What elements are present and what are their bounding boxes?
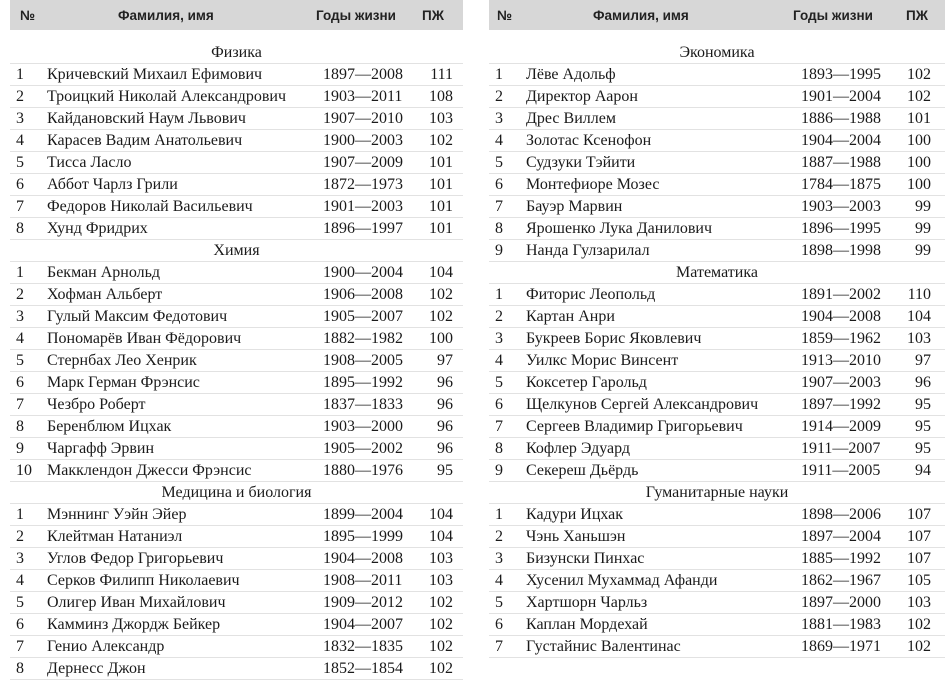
row-lifespan: 104 <box>907 308 931 325</box>
table-row <box>489 439 945 460</box>
row-number: 3 <box>16 550 24 567</box>
table-row <box>489 241 945 262</box>
table-row <box>10 593 463 614</box>
row-years: 1901—2004 <box>801 88 881 105</box>
table-row <box>10 219 463 240</box>
row-name: Пономарёв Иван Фёдорович <box>47 330 242 347</box>
row-lifespan: 94 <box>915 462 931 479</box>
row-name: Кричевский Михаил Ефимович <box>47 66 263 83</box>
table-row <box>489 395 945 416</box>
row-number: 7 <box>495 418 503 435</box>
row-years: 1897—2000 <box>801 594 881 611</box>
table-row <box>489 593 945 614</box>
table-row <box>489 615 945 636</box>
row-name: Бауэр Марвин <box>526 198 623 215</box>
row-lifespan: 111 <box>430 66 453 83</box>
row-years: 1895—1992 <box>323 374 403 391</box>
row-lifespan: 99 <box>915 198 931 215</box>
row-lifespan: 101 <box>429 154 453 171</box>
table-row <box>10 395 463 416</box>
table-row <box>10 175 463 196</box>
section-title: Экономика <box>489 43 945 64</box>
row-number: 5 <box>16 154 24 171</box>
table-row <box>10 549 463 570</box>
row-number: 9 <box>495 242 503 259</box>
row-lifespan: 103 <box>429 550 453 567</box>
row-lifespan: 96 <box>437 440 453 457</box>
row-name: Марк Герман Фрэнсис <box>47 374 200 391</box>
table-row <box>489 527 945 548</box>
row-years: 1886—1988 <box>801 110 881 127</box>
row-years: 1905—2002 <box>323 440 403 457</box>
row-years: 1909—2012 <box>323 594 403 611</box>
row-lifespan: 96 <box>915 374 931 391</box>
table-row <box>489 109 945 130</box>
row-years: 1903—2000 <box>323 418 403 435</box>
row-lifespan: 97 <box>437 352 453 369</box>
row-years: 1914—2009 <box>801 418 881 435</box>
row-years: 1885—1992 <box>801 550 881 567</box>
row-number: 6 <box>495 616 503 633</box>
row-years: 1862—1967 <box>801 572 881 589</box>
table-row <box>489 373 945 394</box>
row-number: 4 <box>16 572 24 589</box>
row-years: 1880—1976 <box>323 462 403 479</box>
row-name: Кофлер Эдуард <box>526 440 631 457</box>
section-title: Физика <box>10 43 463 64</box>
row-number: 1 <box>16 506 24 523</box>
table-row <box>489 571 945 592</box>
section-title: Химия <box>10 241 463 262</box>
table-header <box>489 0 945 30</box>
row-number: 4 <box>495 352 503 369</box>
row-number: 6 <box>16 374 24 391</box>
row-number: 2 <box>495 88 503 105</box>
row-name: Стернбах Лео Хенрик <box>47 352 197 369</box>
row-name: Щелкунов Сергей Александрович <box>526 396 759 413</box>
row-lifespan: 95 <box>915 396 931 413</box>
row-lifespan: 101 <box>429 198 453 215</box>
row-name: Золотас Ксенофон <box>526 132 652 149</box>
row-years: 1893—1995 <box>801 66 881 83</box>
row-name: Уилкс Морис Винсент <box>526 352 679 369</box>
row-lifespan: 99 <box>915 220 931 237</box>
row-name: Тисса Ласло <box>47 154 132 171</box>
table-row <box>10 329 463 350</box>
row-name: Монтефиоре Мозес <box>526 176 660 193</box>
table-row <box>10 65 463 86</box>
row-lifespan: 101 <box>429 176 453 193</box>
row-name: Бекман Арнольд <box>47 264 161 281</box>
row-name: Чезбро Роберт <box>47 396 146 413</box>
row-years: 1906—2008 <box>323 286 403 303</box>
row-number: 2 <box>495 528 503 545</box>
section-title: Медицина и биология <box>10 483 463 504</box>
row-number: 7 <box>495 198 503 215</box>
row-years: 1784—1875 <box>801 176 881 193</box>
row-years: 1852—1854 <box>323 660 403 677</box>
row-years: 1895—1999 <box>323 528 403 545</box>
section-title: Гуманитарные науки <box>489 483 945 504</box>
row-lifespan: 105 <box>907 572 931 589</box>
row-years: 1904—2004 <box>801 132 881 149</box>
row-years: 1887—1988 <box>801 154 881 171</box>
row-number: 4 <box>495 572 503 589</box>
row-lifespan: 100 <box>907 132 931 149</box>
row-years: 1896—1995 <box>801 220 881 237</box>
row-name: Хусенил Мухаммад Афанди <box>526 572 718 589</box>
table-row <box>489 417 945 438</box>
table-body <box>10 43 463 680</box>
row-years: 1903—2003 <box>801 198 881 215</box>
row-number: 5 <box>495 154 503 171</box>
row-number: 5 <box>495 374 503 391</box>
row-years: 1908—2005 <box>323 352 403 369</box>
row-name: Картан Анри <box>526 308 615 325</box>
table-row <box>489 197 945 218</box>
row-lifespan: 95 <box>437 462 453 479</box>
row-lifespan: 103 <box>429 572 453 589</box>
row-years: 1897—1992 <box>801 396 881 413</box>
table-body <box>489 43 945 658</box>
row-years: 1896—1997 <box>323 220 403 237</box>
row-lifespan: 104 <box>429 264 453 281</box>
table-row <box>10 505 463 526</box>
header-name: Фамилия, имя <box>118 8 214 23</box>
row-lifespan: 95 <box>915 440 931 457</box>
row-number: 9 <box>16 440 24 457</box>
row-name: Кайдановский Наум Львович <box>47 110 246 127</box>
table-row <box>10 373 463 394</box>
row-years: 1900—2003 <box>323 132 403 149</box>
row-lifespan: 100 <box>907 154 931 171</box>
table-row <box>10 307 463 328</box>
row-number: 4 <box>16 132 24 149</box>
row-lifespan: 99 <box>915 242 931 259</box>
row-lifespan: 95 <box>915 418 931 435</box>
row-years: 1837—1833 <box>323 396 403 413</box>
row-lifespan: 102 <box>429 132 453 149</box>
table-row <box>489 307 945 328</box>
table-row <box>10 351 463 372</box>
row-years: 1908—2011 <box>323 572 403 589</box>
row-number: 4 <box>495 132 503 149</box>
row-number: 6 <box>495 176 503 193</box>
row-name: Хофман Альберт <box>47 286 163 303</box>
row-lifespan: 107 <box>907 528 931 545</box>
table-row <box>10 197 463 218</box>
row-lifespan: 96 <box>437 374 453 391</box>
header-years: Годы жизни <box>793 8 873 23</box>
row-years: 1891—2002 <box>801 286 881 303</box>
row-name: Клейтман Натаниэл <box>47 528 183 545</box>
table-row <box>10 131 463 152</box>
row-years: 1911—2005 <box>801 462 881 479</box>
table-row <box>10 417 463 438</box>
row-name: Ярошенко Лука Данилович <box>526 220 712 237</box>
row-lifespan: 108 <box>429 88 453 105</box>
row-years: 1904—2007 <box>323 616 403 633</box>
row-name: Макклендон Джесси Фрэнсис <box>47 462 252 479</box>
table-row <box>10 571 463 592</box>
row-name: Букреев Борис Яковлевич <box>526 330 702 347</box>
row-number: 3 <box>495 550 503 567</box>
table-row <box>10 109 463 130</box>
row-lifespan: 100 <box>429 330 453 347</box>
row-number: 3 <box>495 110 503 127</box>
header-number: № <box>497 8 513 23</box>
row-name: Директор Аарон <box>526 88 638 105</box>
row-number: 3 <box>16 308 24 325</box>
row-years: 1907—2010 <box>323 110 403 127</box>
row-number: 7 <box>495 638 503 655</box>
row-years: 1907—2003 <box>801 374 881 391</box>
row-number: 7 <box>16 638 24 655</box>
row-number: 1 <box>495 66 503 83</box>
row-lifespan: 104 <box>429 528 453 545</box>
row-number: 8 <box>16 220 24 237</box>
row-years: 1897—2008 <box>323 66 403 83</box>
row-lifespan: 102 <box>907 616 931 633</box>
row-lifespan: 102 <box>429 594 453 611</box>
row-name: Хунд Фридрих <box>47 220 148 237</box>
row-years: 1900—2004 <box>323 264 403 281</box>
table-row <box>489 637 945 658</box>
row-lifespan: 107 <box>907 506 931 523</box>
row-lifespan: 96 <box>437 418 453 435</box>
row-name: Нанда Гулзарилал <box>526 242 650 259</box>
row-number: 1 <box>495 286 503 303</box>
row-name: Углов Федор Григорьевич <box>47 550 224 567</box>
table-row <box>10 263 463 284</box>
table-row <box>489 175 945 196</box>
row-years: 1832—1835 <box>323 638 403 655</box>
table-row <box>489 351 945 372</box>
table-row <box>489 329 945 350</box>
row-number: 9 <box>495 462 503 479</box>
row-number: 8 <box>16 418 24 435</box>
table-row <box>489 549 945 570</box>
row-lifespan: 103 <box>429 110 453 127</box>
table-row <box>489 285 945 306</box>
row-number: 8 <box>495 440 503 457</box>
row-name: Аббот Чарлз Грили <box>47 176 178 193</box>
row-lifespan: 103 <box>907 594 931 611</box>
row-number: 3 <box>16 110 24 127</box>
header-number: № <box>20 8 36 23</box>
row-number: 4 <box>16 330 24 347</box>
row-lifespan: 97 <box>915 352 931 369</box>
row-lifespan: 110 <box>907 286 931 303</box>
row-number: 8 <box>16 660 24 677</box>
header-lifespan: ПЖ <box>422 8 444 23</box>
left-table <box>10 0 463 680</box>
table-row <box>489 505 945 526</box>
table-row <box>10 461 463 482</box>
row-number: 7 <box>16 396 24 413</box>
row-years: 1905—2007 <box>323 308 403 325</box>
row-lifespan: 103 <box>907 330 931 347</box>
row-name: Гулый Максим Федотович <box>47 308 228 325</box>
row-lifespan: 100 <box>907 176 931 193</box>
row-years: 1881—1983 <box>801 616 881 633</box>
table-header <box>10 0 463 30</box>
row-number: 2 <box>16 286 24 303</box>
row-years: 1904—2008 <box>323 550 403 567</box>
right-table <box>489 0 945 658</box>
table-row <box>10 615 463 636</box>
row-years: 1898—1998 <box>801 242 881 259</box>
row-lifespan: 102 <box>429 308 453 325</box>
row-number: 1 <box>16 264 24 281</box>
row-name: Бизунски Пинхас <box>526 550 645 567</box>
row-name: Хартшорн Чарльз <box>526 594 648 611</box>
row-years: 1907—2009 <box>323 154 403 171</box>
row-lifespan: 107 <box>907 550 931 567</box>
table-row <box>10 527 463 548</box>
row-number: 3 <box>495 330 503 347</box>
row-name: Лёве Адольф <box>526 66 616 83</box>
table-row <box>489 153 945 174</box>
row-name: Карасев Вадим Анатольевич <box>47 132 243 149</box>
row-lifespan: 101 <box>429 220 453 237</box>
row-number: 6 <box>16 176 24 193</box>
row-name: Сергеев Владимир Григорьевич <box>526 418 743 435</box>
row-years: 1899—2004 <box>323 506 403 523</box>
row-name: Кадури Ицхак <box>526 506 624 523</box>
row-years: 1903—2011 <box>323 88 403 105</box>
table-row <box>489 87 945 108</box>
row-lifespan: 102 <box>429 638 453 655</box>
table-row <box>10 285 463 306</box>
row-name: Федоров Николай Васильевич <box>47 198 253 215</box>
row-number: 6 <box>495 396 503 413</box>
row-name: Беренблюм Ицхак <box>47 418 172 435</box>
row-name: Чэнь Ханьшэн <box>526 528 626 545</box>
row-name: Олигер Иван Михайлович <box>47 594 226 611</box>
row-years: 1882—1982 <box>323 330 403 347</box>
row-name: Троицкий Николай Александрович <box>47 88 286 105</box>
row-years: 1904—2008 <box>801 308 881 325</box>
row-name: Коксетер Гарольд <box>526 374 647 391</box>
row-lifespan: 102 <box>429 286 453 303</box>
row-number: 1 <box>495 506 503 523</box>
row-number: 5 <box>16 594 24 611</box>
row-name: Серков Филипп Николаевич <box>47 572 240 589</box>
row-name: Дернесс Джон <box>47 660 146 677</box>
row-lifespan: 102 <box>907 66 931 83</box>
row-name: Чаргафф Эрвин <box>47 440 155 457</box>
table-row <box>489 131 945 152</box>
row-years: 1913—2010 <box>801 352 881 369</box>
table-row <box>489 461 945 482</box>
row-number: 2 <box>16 528 24 545</box>
header-years: Годы жизни <box>316 8 396 23</box>
row-years: 1911—2007 <box>801 440 881 457</box>
row-years: 1901—2003 <box>323 198 403 215</box>
row-lifespan: 102 <box>429 660 453 677</box>
header-name: Фамилия, имя <box>593 8 689 23</box>
row-number: 1 <box>16 66 24 83</box>
table-row <box>489 65 945 86</box>
row-number: 6 <box>16 616 24 633</box>
row-years: 1898—2006 <box>801 506 881 523</box>
table-row <box>10 87 463 108</box>
row-name: Фиторис Леопольд <box>526 286 656 303</box>
row-number: 2 <box>16 88 24 105</box>
row-number: 5 <box>16 352 24 369</box>
row-name: Судзуки Тэйити <box>526 154 636 171</box>
row-lifespan: 102 <box>907 88 931 105</box>
row-years: 1897—2004 <box>801 528 881 545</box>
row-lifespan: 101 <box>907 110 931 127</box>
table-row <box>10 637 463 658</box>
row-lifespan: 102 <box>429 616 453 633</box>
row-lifespan: 102 <box>907 638 931 655</box>
row-years: 1869—1971 <box>801 638 881 655</box>
row-number: 10 <box>16 462 32 479</box>
row-years: 1859—1962 <box>801 330 881 347</box>
table-row <box>489 219 945 240</box>
section-title: Математика <box>489 263 945 284</box>
row-name: Секереш Дьёрдь <box>526 462 639 479</box>
row-name: Густайнис Валентинас <box>526 638 681 655</box>
row-name: Мэннинг Уэйн Эйер <box>47 506 187 523</box>
row-name: Генио Александр <box>47 638 165 655</box>
row-number: 8 <box>495 220 503 237</box>
row-years: 1872—1973 <box>323 176 403 193</box>
row-lifespan: 96 <box>437 396 453 413</box>
row-number: 5 <box>495 594 503 611</box>
table-row <box>10 439 463 460</box>
row-number: 2 <box>495 308 503 325</box>
table-row <box>10 153 463 174</box>
row-name: Камминз Джордж Бейкер <box>47 616 221 633</box>
row-name: Дрес Виллем <box>526 110 616 127</box>
row-number: 7 <box>16 198 24 215</box>
row-name: Каплан Мордехай <box>526 616 648 633</box>
row-lifespan: 104 <box>429 506 453 523</box>
table-row <box>10 659 463 680</box>
header-lifespan: ПЖ <box>906 8 928 23</box>
